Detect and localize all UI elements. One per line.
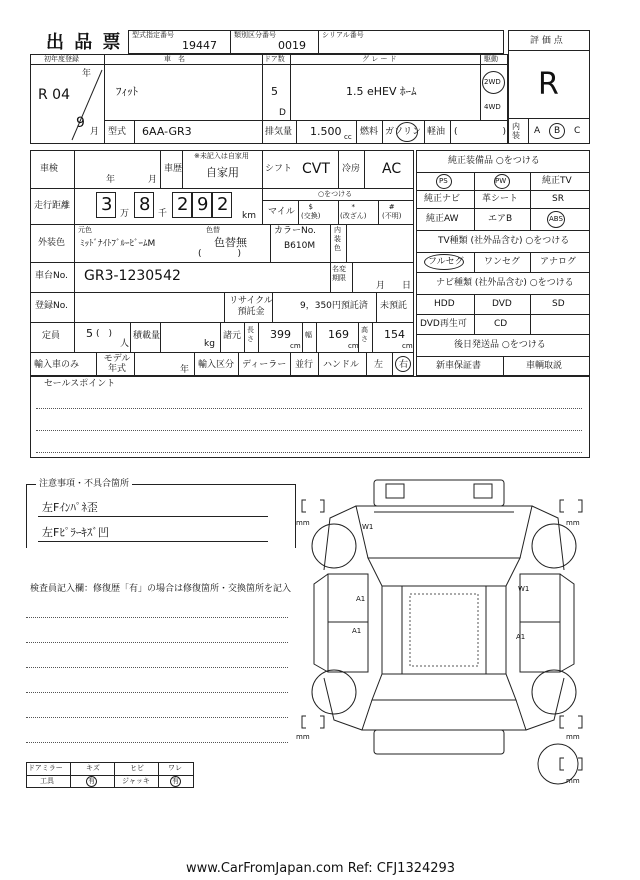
equip-pw: PW (495, 177, 507, 185)
equip-abs: ABS (549, 215, 563, 223)
dim-label: 諸元 (223, 331, 242, 341)
door-suffix: D (279, 108, 286, 118)
model-type: 6AA-GR3 (142, 125, 192, 138)
reg-label: 登録No. (35, 301, 68, 311)
displacement: 1.500 (310, 125, 342, 138)
legend-jack-yes: 有 (172, 777, 179, 785)
shaken-label: 車検 (40, 164, 59, 174)
color-label: 外装色 (38, 238, 66, 248)
damage-mark-a1-left-front: A1 (356, 595, 366, 603)
chassis: GR3-1230542 (84, 268, 181, 284)
navi-hdd: HDD (434, 299, 455, 309)
mm-front-left: mm (296, 519, 310, 527)
oil-label: 軽油 (427, 127, 446, 137)
orig-color: ﾐｯﾄﾞﾅｲﾄﾌﾞﾙｰﾋﾞｰﾑM (80, 239, 156, 249)
legend-mirror: ドアミラー (28, 764, 63, 772)
car-name-label: 車 名 (164, 55, 185, 63)
meter-unknown: # (不明) (382, 203, 402, 220)
interior-label: 内装 (512, 122, 520, 140)
meter-exchange: $ (交換) (301, 203, 321, 220)
tv-analog: アナログ (540, 257, 577, 267)
model-type-label: 型式 (108, 127, 127, 137)
drive-4wd: 4WD (484, 103, 501, 111)
mileage-digit-5: 2 (217, 194, 229, 215)
car-name: ﾌｨｯﾄ (116, 85, 138, 98)
capacity: 5 (86, 327, 93, 340)
navi-dvd: DVD (492, 299, 512, 309)
mm-rear-left: mm (296, 733, 310, 741)
height: 154 (384, 328, 405, 341)
recycle-label: リサイクル預託金 (229, 296, 273, 317)
note-line-2: 左Fﾋﾟﾗｰｷｽﾞ凹 (42, 526, 109, 539)
equip-sr: SR (552, 194, 564, 204)
mm-rear-right: mm (566, 733, 580, 741)
name-change-label: 名変期限 (332, 265, 346, 282)
equipment-title: 純正装備品 ○をつける (448, 156, 540, 166)
car-diagram (294, 474, 594, 804)
shaken-year: 年 (106, 175, 116, 185)
first-reg-year-mark: 年 (82, 69, 92, 79)
shaken-month: 月 (148, 175, 158, 185)
oil-paren: ( ) (454, 127, 507, 137)
equip-ps: PS (439, 177, 448, 185)
legend-break: ワレ (168, 764, 182, 772)
height-cm: cm (402, 342, 413, 350)
ac: AC (382, 161, 402, 177)
displacement-label: 排気量 (265, 127, 293, 137)
class-no: 0019 (278, 39, 306, 52)
first-reg-year: R 04 (38, 87, 70, 103)
serial-label: シリアル番号 (322, 31, 364, 39)
handle-right: 右 (399, 360, 409, 370)
orig-color-label: 元色 (78, 226, 92, 234)
mileage-digit-2: 8 (139, 194, 151, 215)
use: 自家用 (206, 166, 239, 179)
drive-2wd: 2WD (484, 78, 501, 86)
document-title: 出 品 票 (46, 32, 123, 53)
capacity-label: 定員 (42, 331, 61, 341)
recycle-un: 未預託 (380, 301, 408, 311)
handle-label: ハンドル (323, 360, 360, 370)
model-year-label: モデル年式 (103, 354, 131, 374)
tv-fullseg: フルセグ (428, 257, 464, 267)
repaint-label: 色替 (206, 226, 220, 234)
ac-label: 冷房 (342, 164, 361, 174)
grade: 1.5 eHEV ﾎｰﾑ (346, 85, 417, 98)
mileage-digit-1: 3 (101, 194, 113, 215)
name-change-month: 月 (376, 281, 386, 291)
mm-spare: mm (566, 777, 580, 785)
width-cm: cm (348, 342, 359, 350)
navi-cd: CD (494, 319, 508, 329)
mileage-label: 走行距離 (34, 201, 71, 211)
meter-tamper: * (改ざん) (340, 203, 367, 220)
score-value: R (538, 67, 559, 102)
navi-dvd-play: DVD再生可 (420, 319, 467, 329)
fuel: ガソリン (385, 127, 422, 137)
score-label: 評 価 点 (530, 36, 563, 46)
capacity-unit: 人 (120, 339, 130, 349)
door-label: ドア数 (264, 55, 285, 63)
mileage-man: 万 (120, 209, 130, 219)
height-label: 高さ (361, 326, 368, 343)
drive-label: 駆動 (484, 55, 498, 63)
doors: 5 (271, 85, 278, 98)
shift: CVT (302, 161, 330, 177)
handle-left: 左 (374, 360, 384, 370)
legend-tools: 工具 (40, 777, 54, 785)
use-label: 車歴 (164, 164, 183, 174)
class-no-label: 類別区分番号 (234, 31, 276, 39)
legend-jack: ジャッキ (122, 777, 150, 785)
after-manual: 車輌取説 (526, 361, 563, 371)
damage-mark-a1-left-rear: A1 (352, 627, 362, 635)
legend-tools-yes: 有 (88, 777, 95, 785)
damage-mark-w1-right: W1 (518, 585, 530, 593)
model-year-unit: 年 (180, 365, 190, 375)
color-no-label: カラーNo. (274, 226, 316, 236)
parallel: 並行 (295, 360, 314, 370)
sales-label: セールスポイント (44, 379, 116, 389)
load-unit: kg (204, 339, 215, 349)
damage-mark-w1-front: W1 (362, 523, 374, 531)
footer-watermark: www.CarFromJapan.com Ref: CFJ1324293 (186, 861, 456, 876)
model-no: 19447 (182, 39, 217, 52)
equip-navi: 純正ナビ (424, 194, 461, 204)
load-label: 積載量 (133, 331, 161, 341)
interior-b: B (554, 126, 561, 136)
repaint: 色替無 (214, 236, 247, 249)
interior-a: A (534, 126, 541, 136)
grade-label: グ レ ー ド (362, 55, 397, 63)
mileage-digit-3: 2 (177, 194, 189, 215)
first-reg-month-mark: 月 (90, 127, 100, 137)
mileage-sen: 千 (158, 209, 168, 219)
after-title: 後日発送品 ○をつける (454, 340, 546, 350)
use-note: ※未記入は自家用 (194, 152, 249, 160)
legend-crack: ヒビ (130, 764, 144, 772)
length-cm: cm (290, 342, 301, 350)
equip-airbag: エアB (488, 214, 513, 224)
shift-label: シフト (265, 164, 293, 174)
mileage-digit-4: 9 (197, 194, 209, 215)
len-label: 長さ (247, 326, 254, 343)
after-warranty: 新車保証書 (436, 361, 482, 371)
tv-oneseg: ワンセグ (484, 257, 521, 267)
navi-sd: SD (552, 299, 565, 309)
recycle: 9，350円預託済 (300, 301, 368, 311)
import-type-label: 輸入区分 (198, 360, 235, 370)
fuel-label: 燃料 (360, 127, 379, 137)
equip-tv: 純正TV (542, 176, 572, 186)
meter-label: マイル (268, 207, 295, 217)
model-no-label: 型式指定番号 (132, 31, 174, 39)
notes-label: 注意事項・不具合箇所 (36, 480, 132, 489)
inner-color-label: 内装色 (334, 226, 341, 252)
width-label: 幅 (305, 331, 312, 339)
navi-title: ナビ種類 (社外品含む) ○をつける (436, 278, 574, 288)
first-reg-month: 9 (76, 115, 85, 131)
equip-aw: 純正AW (426, 214, 459, 224)
dealer: ディーラー (242, 360, 287, 370)
inspector-label: 検査員記入欄：修復歴「有」の場合は修復箇所・交換箇所を記入 (30, 584, 292, 594)
color-no: B610M (284, 241, 316, 251)
mileage-unit: km (242, 211, 256, 221)
interior-c: C (574, 126, 581, 136)
width: 169 (328, 328, 349, 341)
name-change-day: 日 (402, 281, 412, 291)
displacement-unit: cc (344, 133, 352, 141)
mm-front-right: mm (566, 519, 580, 527)
damage-mark-a1-right: A1 (516, 633, 526, 641)
repaint-paren: ( ) (198, 249, 242, 259)
meter-circle-note: ○をつける (318, 190, 353, 198)
first-reg-label: 初年度登録 (44, 55, 79, 63)
note-line-1: 左Fｲﾝﾊﾟﾈ歪 (42, 501, 98, 514)
length: 399 (270, 328, 291, 341)
capacity-paren: ( ) (96, 329, 113, 339)
tv-title: TV種類 (社外品含む) ○をつける (438, 236, 570, 246)
chassis-label: 車台No. (35, 271, 68, 281)
equip-leather: 革シート (482, 194, 519, 204)
legend-scratch: キズ (86, 764, 100, 772)
import-label: 輸入車のみ (34, 360, 80, 370)
